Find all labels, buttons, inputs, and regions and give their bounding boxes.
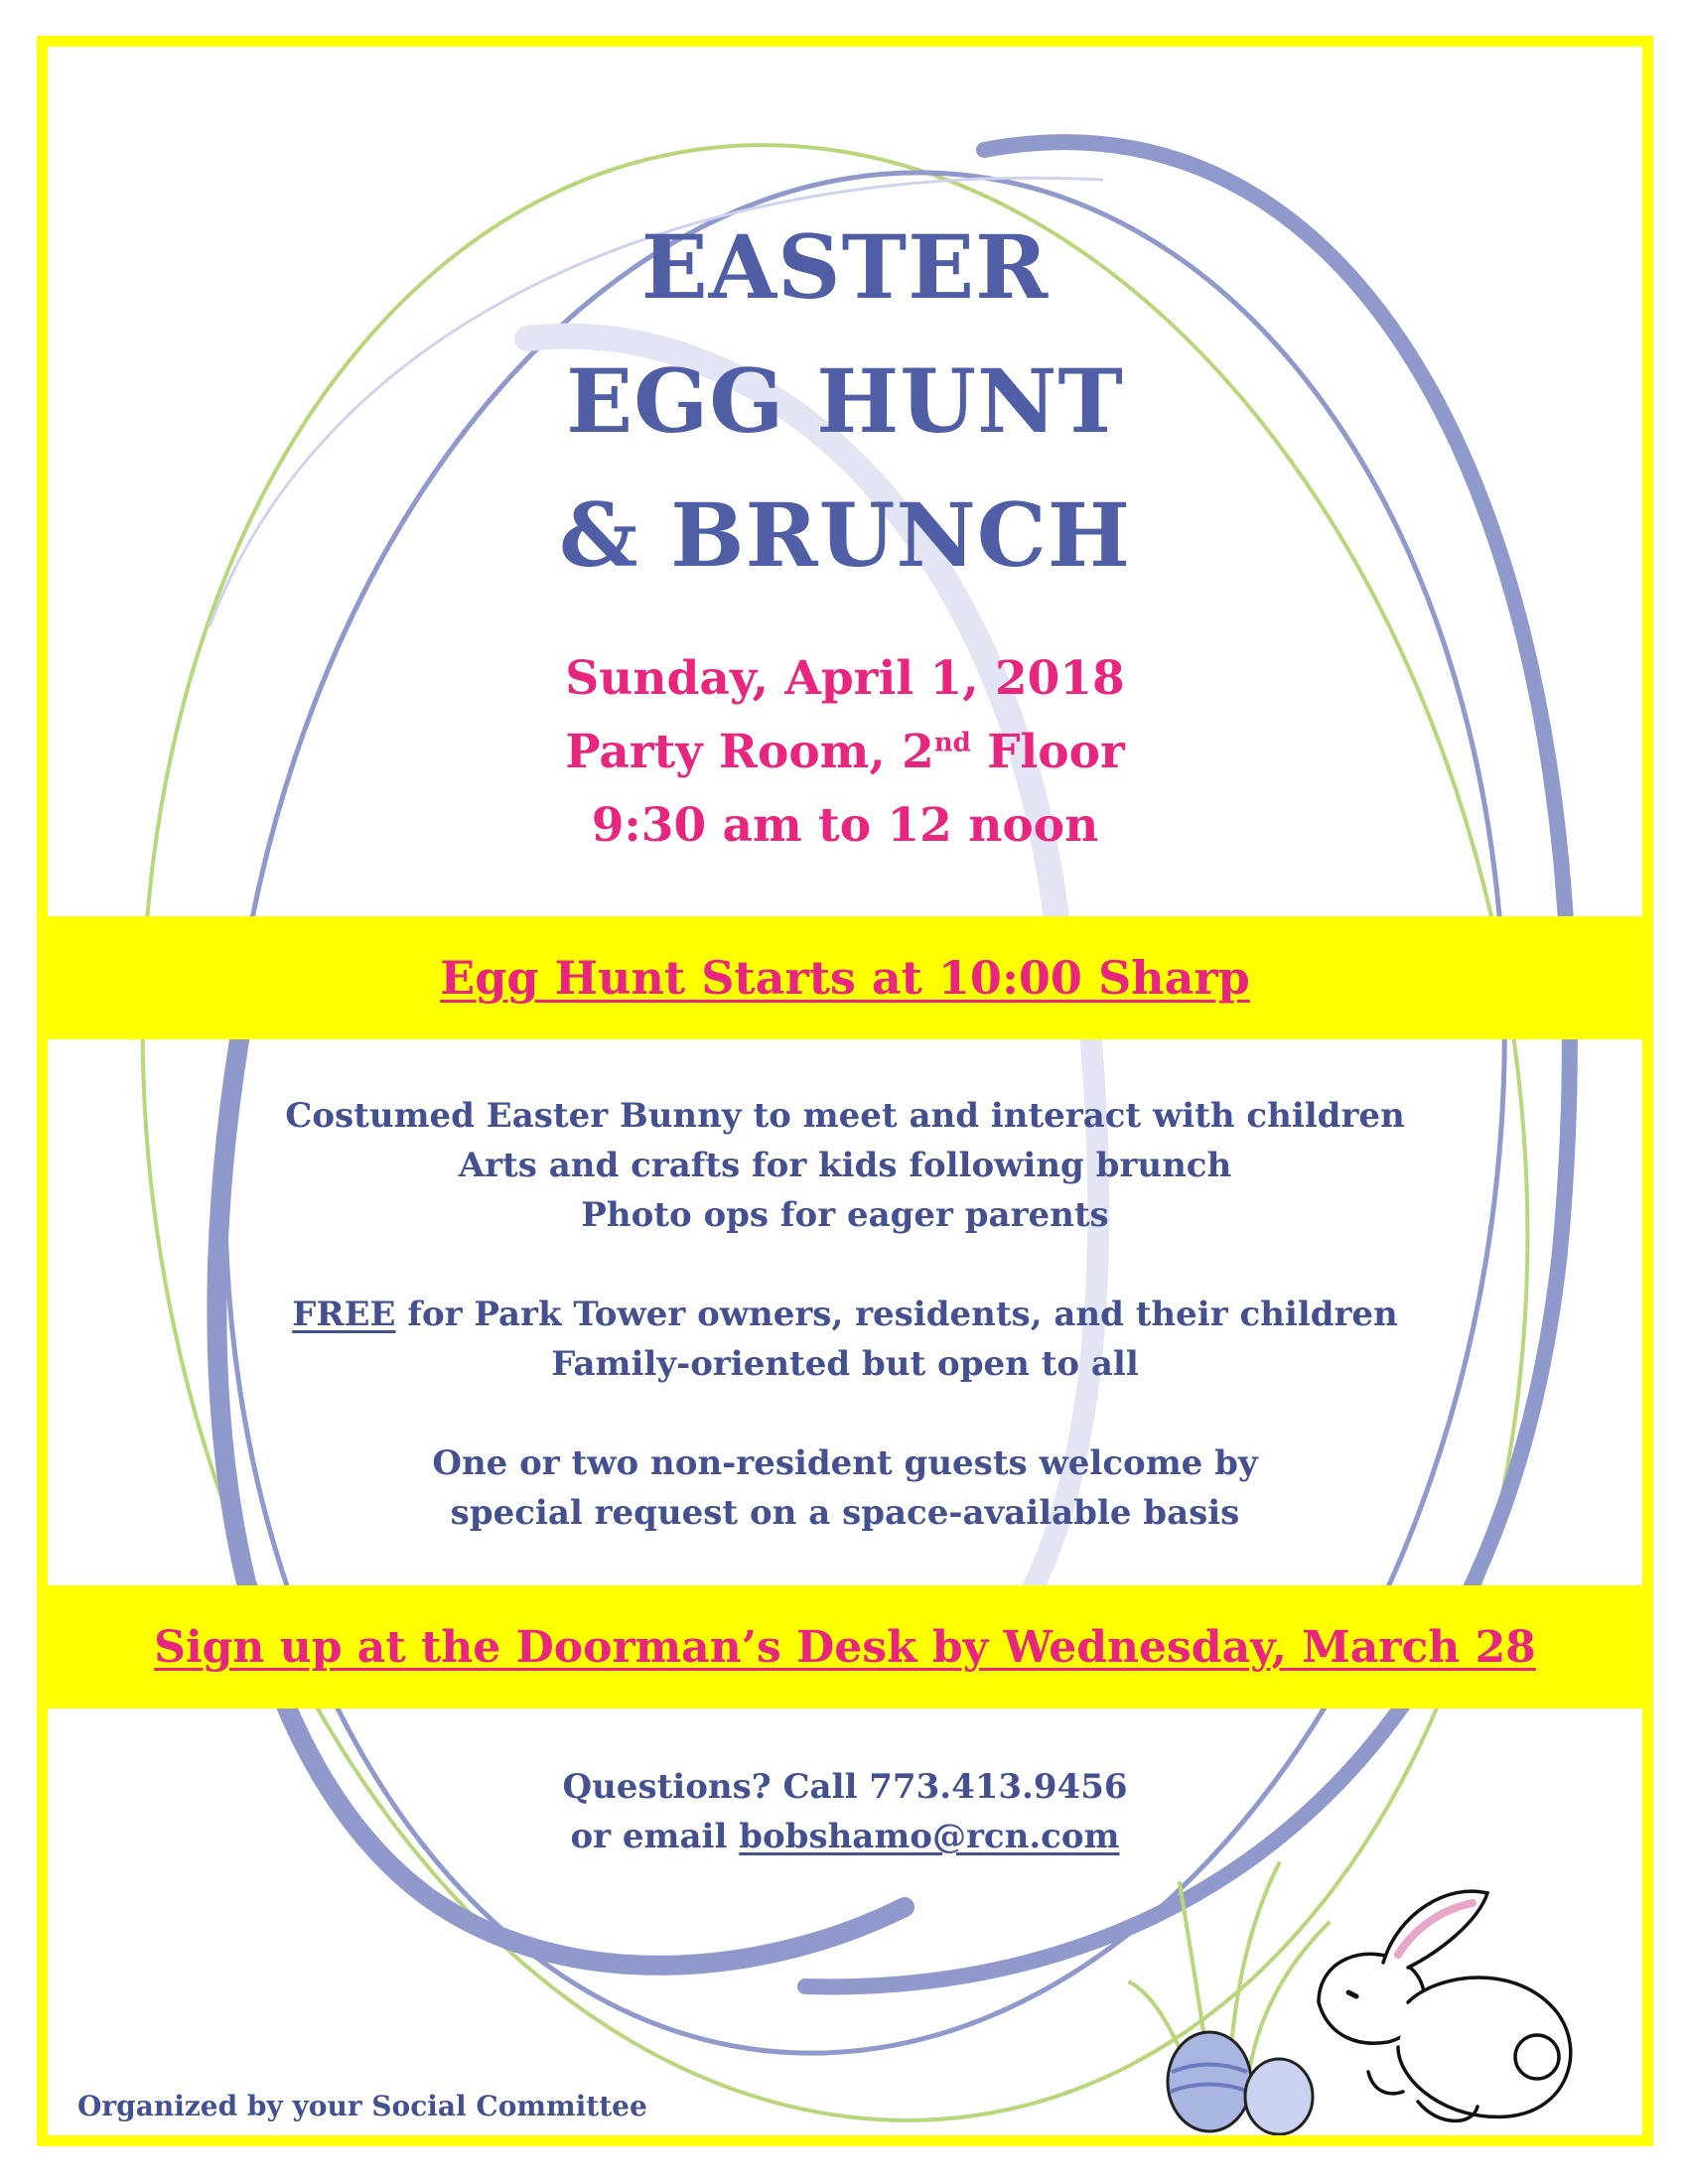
event-details bbox=[48, 642, 1642, 863]
feature-line: Photo ops for eager parents bbox=[581, 1195, 1109, 1235]
event-location bbox=[48, 716, 1642, 789]
bunny-icon bbox=[1319, 1891, 1571, 2120]
guests-line: One or two non-resident guests welcome by bbox=[432, 1443, 1258, 1483]
signup-text: Sign up at the Doorman’s Desk by Wednesday, March 28 bbox=[154, 1621, 1536, 1673]
email-prefix: or email bbox=[570, 1817, 740, 1856]
easter-egg-icon bbox=[1168, 2032, 1313, 2134]
location-prefix: Party Room, 2 bbox=[565, 725, 934, 779]
bunny-illustration bbox=[1120, 1843, 1617, 2141]
flyer-page bbox=[37, 36, 1653, 2146]
event-title bbox=[48, 201, 1642, 603]
organizer-credit: Organized by your Social Committee bbox=[77, 2090, 647, 2122]
feature-line: Costumed Easter Bunny to meet and interact with children bbox=[285, 1096, 1405, 1136]
open-to-all-line: Family-oriented but open to all bbox=[551, 1344, 1139, 1384]
free-details: for Park Tower owners, residents, and their children bbox=[395, 1295, 1398, 1334]
location-suffix: Floor bbox=[970, 725, 1125, 779]
event-time: 9:30 am to 12 noon bbox=[591, 798, 1099, 853]
start-time-text: Egg Hunt Starts at 10:00 Sharp bbox=[440, 951, 1250, 1005]
free-label: FREE bbox=[292, 1295, 396, 1334]
feature-line: Arts and crafts for kids following brunch bbox=[458, 1146, 1232, 1185]
location-ordinal: nd bbox=[933, 728, 971, 758]
questions-line: Questions? Call 773.413.9456 bbox=[562, 1767, 1128, 1807]
title-line-3: & BRUNCH bbox=[559, 483, 1131, 587]
guests-line: special request on a space-available basis bbox=[450, 1493, 1240, 1533]
email-link[interactable]: bobshamo@rcn.com bbox=[739, 1817, 1120, 1856]
title-line-1: EASTER bbox=[640, 215, 1050, 319]
event-info bbox=[48, 1091, 1642, 1538]
signup-banner bbox=[48, 1585, 1642, 1708]
start-time-banner bbox=[48, 916, 1642, 1039]
event-date: Sunday, April 1, 2018 bbox=[565, 651, 1125, 706]
title-line-2: EGG HUNT bbox=[566, 349, 1124, 453]
pricing-line bbox=[48, 1290, 1642, 1339]
